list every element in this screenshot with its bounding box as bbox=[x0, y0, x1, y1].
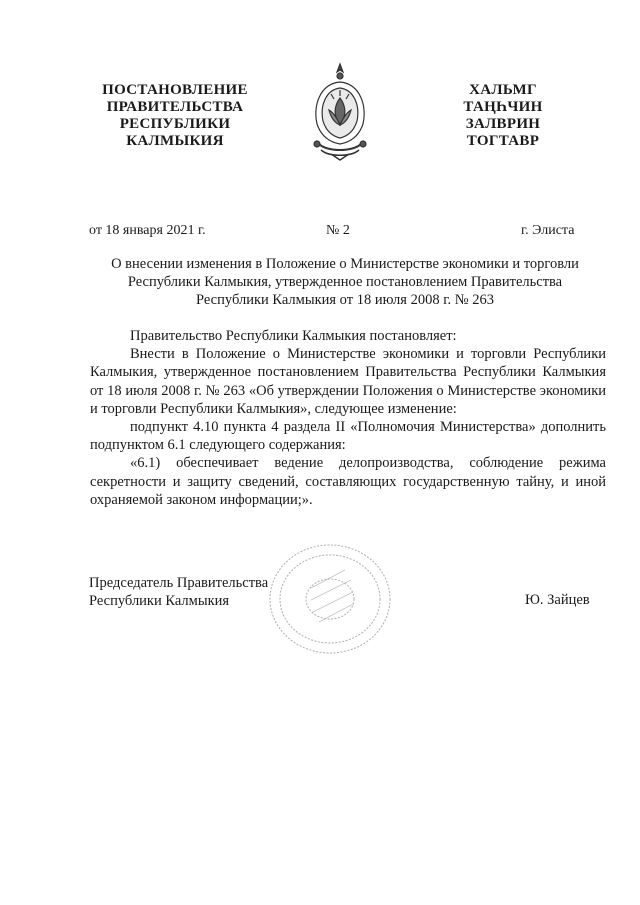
document-body bbox=[90, 327, 606, 509]
header-right-line: ЗАЛВРИН bbox=[465, 116, 541, 132]
header-right-line: ТОГТАВР bbox=[466, 133, 540, 149]
emblem-icon bbox=[307, 62, 373, 162]
header-left-line: РЕСПУБЛИКИ bbox=[119, 116, 231, 132]
header-left-block bbox=[96, 82, 254, 150]
title-line: Республики Калмыкия, утвержденное постановлением Правительства bbox=[127, 274, 563, 290]
signature-position-line: Председатель Правительства bbox=[89, 575, 269, 591]
header-right-block bbox=[448, 82, 558, 150]
signature-name: Ю. Зайцев bbox=[525, 592, 590, 608]
title-line: Республики Калмыкия от 18 июля 2008 г. № 263 bbox=[196, 292, 494, 308]
body-paragraph-3: подпункт 4.10 пункта 4 раздела II «Полномочия Министерства» дополнить подпунктом 6.1 следующего содержания: bbox=[90, 419, 606, 454]
title-line: О внесении изменения в Положение о Министерстве экономики и торговли bbox=[111, 256, 579, 272]
header-left-line: ПРАВИТЕЛЬСТВА bbox=[106, 99, 244, 115]
header-right-line: ТАҢҺЧИН bbox=[463, 99, 543, 115]
body-paragraph-1: Правительство Республики Калмыкия постановляет: bbox=[130, 328, 457, 344]
header-left-line: КАЛМЫКИЯ bbox=[126, 133, 224, 149]
header-right-line: ХАЛЬМГ bbox=[469, 82, 537, 98]
document-number: № 2 bbox=[326, 223, 350, 238]
signature-position bbox=[89, 574, 268, 610]
header-left-line: ПОСТАНОВЛЕНИЕ bbox=[102, 82, 248, 98]
signature-position-line: Республики Калмыкия bbox=[89, 593, 230, 609]
seal-stamp bbox=[265, 540, 395, 658]
document-city: г. Элиста bbox=[521, 223, 575, 238]
document-date: от 18 января 2021 г. bbox=[89, 223, 206, 238]
body-paragraph-2: Внести в Положение о Министерстве экономики и торговли Республики Калмыкия, утвержденное постановлением Правительства Республики Калмыкия от 18 июля 2008 г. № 263 «Об утверждении Положения о Министерстве экономики и торговли Республики Калмыкия», следующее изменение: bbox=[90, 346, 606, 417]
document-title bbox=[90, 255, 600, 309]
body-paragraph-4: «6.1) обеспечивает ведение делопроизводства, соблюдение режима секретности и защиту сведений, составляющих государственную тайну, и иной охраняемой законом информации;». bbox=[90, 455, 606, 508]
